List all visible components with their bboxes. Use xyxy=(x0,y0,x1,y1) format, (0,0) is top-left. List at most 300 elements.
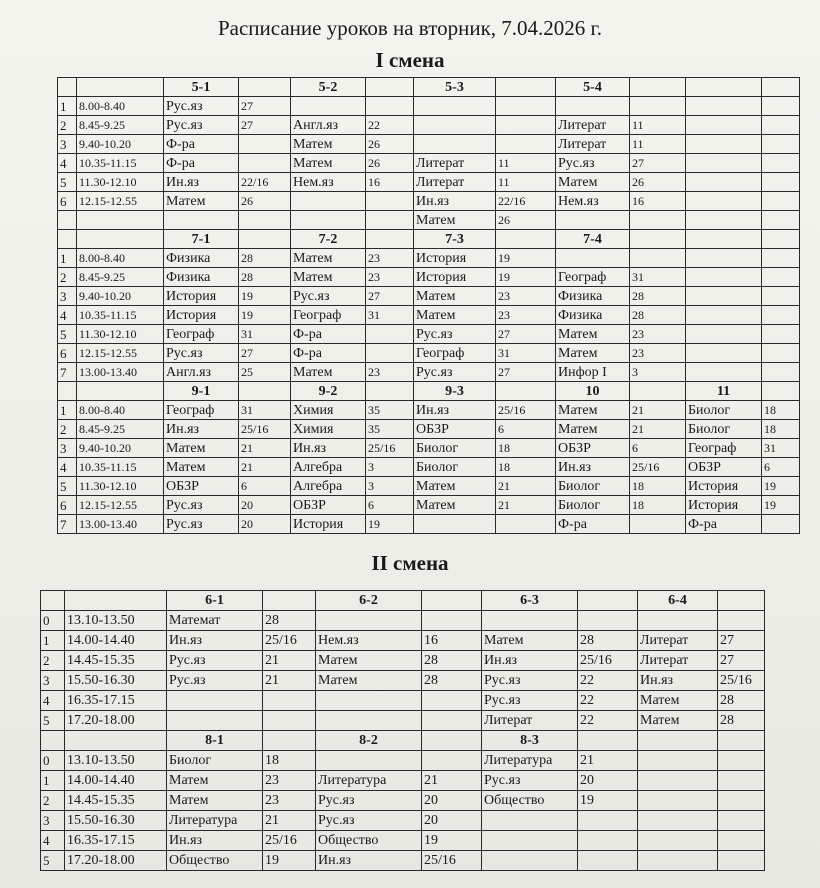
lesson-time: 17.20-18.00 xyxy=(65,711,167,731)
subject-cell: Рус.яз xyxy=(414,363,496,382)
subject-cell xyxy=(686,135,762,154)
subject-cell xyxy=(482,811,578,831)
room-cell: 3 xyxy=(366,477,414,496)
subject-cell xyxy=(686,363,762,382)
subject-cell: Матем xyxy=(164,192,239,211)
subject-cell: Общество xyxy=(316,831,422,851)
lesson-row xyxy=(58,116,800,135)
subject-cell: Матем xyxy=(291,268,366,287)
lesson-time xyxy=(77,211,164,230)
subject-cell: Алгебра xyxy=(291,458,366,477)
shift-1-table xyxy=(57,77,800,534)
lesson-row xyxy=(41,791,765,811)
room-cell: 20 xyxy=(239,515,291,534)
lesson-row xyxy=(58,420,800,439)
room-cell xyxy=(762,287,800,306)
room-cell: 3 xyxy=(366,458,414,477)
class-header-row xyxy=(41,731,765,751)
room-cell xyxy=(762,116,800,135)
lesson-row xyxy=(41,811,765,831)
lesson-row xyxy=(41,751,765,771)
room-cell: 27 xyxy=(239,344,291,363)
lesson-number: 4 xyxy=(58,306,77,325)
subject-cell: История xyxy=(686,496,762,515)
subject-cell: История xyxy=(414,268,496,287)
lesson-time: 12.15-12.55 xyxy=(77,344,164,363)
subject-cell xyxy=(686,268,762,287)
lesson-row xyxy=(41,691,765,711)
header-blank-cell xyxy=(263,731,316,751)
subject-cell: Нем.яз xyxy=(316,631,422,651)
shift-1-title: I смена xyxy=(375,48,445,72)
lesson-number: 2 xyxy=(58,116,77,135)
room-cell: 18 xyxy=(762,401,800,420)
subject-cell: Матем xyxy=(316,651,422,671)
room-cell xyxy=(762,97,800,116)
class-name: 10 xyxy=(556,382,630,401)
subject-cell: Матем xyxy=(291,135,366,154)
room-cell: 27 xyxy=(239,97,291,116)
header-blank-cell xyxy=(41,591,65,611)
subject-cell: Ин.яз xyxy=(638,671,718,691)
subject-cell: Рус.яз xyxy=(167,651,263,671)
subject-cell: Литерат xyxy=(482,711,578,731)
room-cell: 28 xyxy=(718,691,765,711)
room-cell: 27 xyxy=(366,287,414,306)
lesson-time: 10.35-11.15 xyxy=(77,154,164,173)
subject-cell: Ин.яз xyxy=(291,439,366,458)
shift-2-table xyxy=(40,590,765,871)
lesson-row xyxy=(58,249,800,268)
room-cell xyxy=(762,135,800,154)
room-cell xyxy=(630,211,686,230)
subject-cell xyxy=(686,249,762,268)
lesson-time: 10.35-11.15 xyxy=(77,306,164,325)
subject-cell: Физика xyxy=(164,249,239,268)
subject-cell: Рус.яз xyxy=(164,496,239,515)
lesson-row xyxy=(58,97,800,116)
room-cell xyxy=(496,515,556,534)
room-cell xyxy=(718,771,765,791)
room-cell: 27 xyxy=(630,154,686,173)
subject-cell xyxy=(414,515,496,534)
class-name: 6-3 xyxy=(482,591,578,611)
subject-cell: Рус.яз xyxy=(164,344,239,363)
room-cell: 31 xyxy=(239,325,291,344)
room-cell: 28 xyxy=(422,671,482,691)
room-cell: 18 xyxy=(762,420,800,439)
subject-cell: Матем xyxy=(482,631,578,651)
lesson-row xyxy=(58,135,800,154)
room-cell xyxy=(630,249,686,268)
header-blank-cell xyxy=(630,230,686,249)
room-cell: 19 xyxy=(239,287,291,306)
lesson-time: 14.00-14.40 xyxy=(65,771,167,791)
subject-cell xyxy=(482,611,578,631)
lesson-time: 13.00-13.40 xyxy=(77,363,164,382)
lesson-row xyxy=(58,439,800,458)
subject-cell xyxy=(316,751,422,771)
room-cell: 35 xyxy=(366,401,414,420)
class-name: 7-2 xyxy=(291,230,366,249)
subject-cell xyxy=(686,173,762,192)
subject-cell: Географ xyxy=(164,325,239,344)
subject-cell xyxy=(686,306,762,325)
room-cell: 22/16 xyxy=(239,173,291,192)
room-cell: 21 xyxy=(239,439,291,458)
header-blank-cell xyxy=(762,230,800,249)
room-cell: 25/16 xyxy=(630,458,686,477)
header-blank-cell xyxy=(77,230,164,249)
lesson-time: 9.40-10.20 xyxy=(77,439,164,458)
room-cell: 21 xyxy=(263,671,316,691)
header-blank-cell xyxy=(630,382,686,401)
room-cell xyxy=(762,211,800,230)
subject-cell xyxy=(638,791,718,811)
subject-cell: Рус.яз xyxy=(164,97,239,116)
shift-2-title: II смена xyxy=(371,551,449,575)
room-cell xyxy=(578,611,638,631)
lesson-row xyxy=(58,363,800,382)
header-blank-cell xyxy=(58,382,77,401)
subject-cell: История xyxy=(164,287,239,306)
subject-cell: ОБЗР xyxy=(556,439,630,458)
header-blank-cell xyxy=(366,382,414,401)
room-cell: 25/16 xyxy=(239,420,291,439)
lesson-time: 13.00-13.40 xyxy=(77,515,164,534)
subject-cell: Инфор I xyxy=(556,363,630,382)
subject-cell: Математ xyxy=(167,611,263,631)
header-blank-cell xyxy=(496,78,556,97)
subject-cell: Рус.яз xyxy=(316,791,422,811)
room-cell: 21 xyxy=(263,651,316,671)
lesson-number: 5 xyxy=(58,477,77,496)
room-cell: 22 xyxy=(578,711,638,731)
lesson-time: 11.30-12.10 xyxy=(77,477,164,496)
subject-cell: Матем xyxy=(638,711,718,731)
subject-cell xyxy=(686,154,762,173)
subject-cell xyxy=(686,97,762,116)
header-blank-cell xyxy=(77,382,164,401)
class-name xyxy=(686,78,762,97)
room-cell: 21 xyxy=(578,751,638,771)
lesson-number: 3 xyxy=(41,671,65,691)
lesson-time: 12.15-12.55 xyxy=(77,496,164,515)
room-cell xyxy=(578,851,638,871)
subject-cell: Ин.яз xyxy=(482,651,578,671)
room-cell: 16 xyxy=(630,192,686,211)
page-title: Расписание уроков на вторник, 7.04.2026 г. xyxy=(217,16,603,40)
subject-cell: Рус.яз xyxy=(482,691,578,711)
lesson-row xyxy=(58,211,800,230)
room-cell: 28 xyxy=(422,651,482,671)
lesson-time: 9.40-10.20 xyxy=(77,135,164,154)
room-cell xyxy=(366,325,414,344)
room-cell: 22/16 xyxy=(496,192,556,211)
lesson-number: 7 xyxy=(58,515,77,534)
subject-cell: История xyxy=(291,515,366,534)
room-cell xyxy=(239,135,291,154)
header-blank-cell xyxy=(77,78,164,97)
subject-cell xyxy=(638,851,718,871)
room-cell: 22 xyxy=(578,671,638,691)
subject-cell xyxy=(638,611,718,631)
room-cell xyxy=(422,611,482,631)
room-cell: 26 xyxy=(366,135,414,154)
subject-cell xyxy=(686,211,762,230)
room-cell: 25/16 xyxy=(718,671,765,691)
subject-cell: Биолог xyxy=(167,751,263,771)
lesson-time: 12.15-12.55 xyxy=(77,192,164,211)
lesson-time: 13.10-13.50 xyxy=(65,751,167,771)
header-blank-cell xyxy=(578,731,638,751)
subject-cell xyxy=(556,249,630,268)
subject-cell: Ф-ра xyxy=(164,135,239,154)
room-cell: 23 xyxy=(496,306,556,325)
room-cell: 16 xyxy=(366,173,414,192)
subject-cell: Матем xyxy=(638,691,718,711)
lesson-time: 10.35-11.15 xyxy=(77,458,164,477)
room-cell: 28 xyxy=(239,249,291,268)
room-cell: 19 xyxy=(762,496,800,515)
lesson-number: 1 xyxy=(58,249,77,268)
subject-cell: Общество xyxy=(167,851,263,871)
room-cell: 28 xyxy=(718,711,765,731)
room-cell: 31 xyxy=(366,306,414,325)
subject-cell: Ин.яз xyxy=(316,851,422,871)
room-cell: 21 xyxy=(422,771,482,791)
room-cell xyxy=(366,97,414,116)
class-name: 6-2 xyxy=(316,591,422,611)
room-cell xyxy=(762,249,800,268)
subject-cell: Англ.яз xyxy=(164,363,239,382)
subject-cell xyxy=(164,211,239,230)
room-cell xyxy=(496,97,556,116)
room-cell xyxy=(762,325,800,344)
subject-cell xyxy=(556,211,630,230)
subject-cell: Рус.яз xyxy=(291,287,366,306)
header-blank-cell xyxy=(718,591,765,611)
subject-cell xyxy=(167,711,263,731)
header-blank-cell xyxy=(496,382,556,401)
header-blank-cell xyxy=(422,731,482,751)
header-blank-cell xyxy=(41,731,65,751)
class-name: 6-4 xyxy=(638,591,718,611)
lesson-row xyxy=(58,268,800,287)
lesson-time: 13.10-13.50 xyxy=(65,611,167,631)
subject-cell xyxy=(482,851,578,871)
room-cell: 18 xyxy=(630,477,686,496)
header-blank-cell xyxy=(58,230,77,249)
room-cell: 25/16 xyxy=(578,651,638,671)
room-cell xyxy=(762,154,800,173)
subject-cell: Матем xyxy=(556,344,630,363)
subject-cell: История xyxy=(414,249,496,268)
lesson-row xyxy=(41,851,765,871)
subject-cell: Матем xyxy=(414,496,496,515)
subject-cell: Нем.яз xyxy=(556,192,630,211)
room-cell: 25/16 xyxy=(263,831,316,851)
lesson-number: 5 xyxy=(41,711,65,731)
subject-cell xyxy=(686,192,762,211)
subject-cell xyxy=(167,691,263,711)
room-cell: 18 xyxy=(630,496,686,515)
lesson-number: 2 xyxy=(41,651,65,671)
lesson-row xyxy=(58,458,800,477)
room-cell: 27 xyxy=(496,325,556,344)
subject-cell xyxy=(291,211,366,230)
lesson-time: 8.45-9.25 xyxy=(77,420,164,439)
header-blank-cell xyxy=(239,78,291,97)
room-cell: 23 xyxy=(366,363,414,382)
lesson-number: 1 xyxy=(41,771,65,791)
room-cell: 11 xyxy=(496,173,556,192)
header-blank-cell xyxy=(366,230,414,249)
room-cell: 19 xyxy=(762,477,800,496)
room-cell: 27 xyxy=(718,631,765,651)
lesson-number: 4 xyxy=(58,154,77,173)
room-cell: 23 xyxy=(630,325,686,344)
room-cell: 6 xyxy=(496,420,556,439)
lesson-number: 3 xyxy=(58,135,77,154)
class-name: 7-1 xyxy=(164,230,239,249)
lesson-time: 11.30-12.10 xyxy=(77,173,164,192)
subject-cell: Ф-ра xyxy=(291,344,366,363)
room-cell: 21 xyxy=(263,811,316,831)
room-cell: 25/16 xyxy=(263,631,316,651)
lesson-row xyxy=(58,192,800,211)
lesson-number: 5 xyxy=(41,851,65,871)
subject-cell: ОБЗР xyxy=(291,496,366,515)
room-cell: 18 xyxy=(496,458,556,477)
room-cell: 35 xyxy=(366,420,414,439)
class-name: 7-3 xyxy=(414,230,496,249)
subject-cell xyxy=(638,751,718,771)
lesson-row xyxy=(41,631,765,651)
header-blank-cell xyxy=(239,230,291,249)
subject-cell: Рус.яз xyxy=(414,325,496,344)
room-cell: 19 xyxy=(496,249,556,268)
room-cell xyxy=(762,306,800,325)
lesson-number: 3 xyxy=(58,439,77,458)
subject-cell xyxy=(686,116,762,135)
subject-cell: ОБЗР xyxy=(414,420,496,439)
subject-cell: Географ xyxy=(686,439,762,458)
lesson-number xyxy=(58,211,77,230)
room-cell xyxy=(263,711,316,731)
subject-cell: Общество xyxy=(482,791,578,811)
room-cell: 22 xyxy=(578,691,638,711)
room-cell xyxy=(366,192,414,211)
subject-cell xyxy=(638,811,718,831)
subject-cell: Матем xyxy=(414,211,496,230)
subject-cell: Географ xyxy=(556,268,630,287)
lesson-time: 14.45-15.35 xyxy=(65,651,167,671)
room-cell: 27 xyxy=(239,116,291,135)
room-cell: 19 xyxy=(263,851,316,871)
room-cell: 16 xyxy=(422,631,482,651)
room-cell: 19 xyxy=(578,791,638,811)
room-cell xyxy=(718,851,765,871)
subject-cell: Литература xyxy=(316,771,422,791)
class-name: 7-4 xyxy=(556,230,630,249)
room-cell xyxy=(366,211,414,230)
subject-cell: Ф-ра xyxy=(686,515,762,534)
header-blank-cell xyxy=(762,78,800,97)
subject-cell xyxy=(316,611,422,631)
subject-cell: Нем.яз xyxy=(291,173,366,192)
subject-cell: Литерат xyxy=(414,173,496,192)
class-name: 8-2 xyxy=(316,731,422,751)
subject-cell: Матем xyxy=(414,306,496,325)
subject-cell: Химия xyxy=(291,420,366,439)
lesson-row xyxy=(41,711,765,731)
room-cell xyxy=(718,811,765,831)
room-cell: 27 xyxy=(718,651,765,671)
lesson-number: 0 xyxy=(41,611,65,631)
room-cell xyxy=(578,831,638,851)
subject-cell: Биолог xyxy=(686,401,762,420)
subject-cell xyxy=(482,831,578,851)
subject-cell: Географ xyxy=(164,401,239,420)
room-cell: 19 xyxy=(366,515,414,534)
lesson-time: 8.45-9.25 xyxy=(77,268,164,287)
subject-cell: Литерат xyxy=(638,631,718,651)
header-blank-cell xyxy=(239,382,291,401)
room-cell: 28 xyxy=(263,611,316,631)
room-cell xyxy=(718,791,765,811)
room-cell: 22 xyxy=(366,116,414,135)
room-cell xyxy=(496,135,556,154)
header-blank-cell xyxy=(366,78,414,97)
subject-cell: Географ xyxy=(291,306,366,325)
lesson-time: 9.40-10.20 xyxy=(77,287,164,306)
lesson-number: 1 xyxy=(58,97,77,116)
header-blank-cell xyxy=(263,591,316,611)
subject-cell: ОБЗР xyxy=(686,458,762,477)
lesson-row xyxy=(58,515,800,534)
room-cell xyxy=(630,97,686,116)
room-cell xyxy=(422,691,482,711)
lesson-time: 16.35-17.15 xyxy=(65,831,167,851)
room-cell: 25/16 xyxy=(496,401,556,420)
subject-cell: Литерат xyxy=(556,135,630,154)
room-cell: 27 xyxy=(496,363,556,382)
room-cell xyxy=(762,344,800,363)
room-cell xyxy=(578,811,638,831)
room-cell: 26 xyxy=(496,211,556,230)
lesson-number: 1 xyxy=(58,401,77,420)
class-name: 5-4 xyxy=(556,78,630,97)
subject-cell xyxy=(686,287,762,306)
class-name: 5-2 xyxy=(291,78,366,97)
room-cell: 19 xyxy=(422,831,482,851)
room-cell: 20 xyxy=(578,771,638,791)
class-name: 6-1 xyxy=(167,591,263,611)
room-cell: 20 xyxy=(422,791,482,811)
header-blank-cell xyxy=(58,78,77,97)
lesson-row xyxy=(58,401,800,420)
subject-cell xyxy=(686,344,762,363)
subject-cell xyxy=(414,97,496,116)
subject-cell xyxy=(291,97,366,116)
room-cell: 28 xyxy=(578,631,638,651)
room-cell: 28 xyxy=(239,268,291,287)
lesson-row xyxy=(58,287,800,306)
lesson-time: 11.30-12.10 xyxy=(77,325,164,344)
subject-cell: ОБЗР xyxy=(164,477,239,496)
header-blank-cell xyxy=(65,731,167,751)
